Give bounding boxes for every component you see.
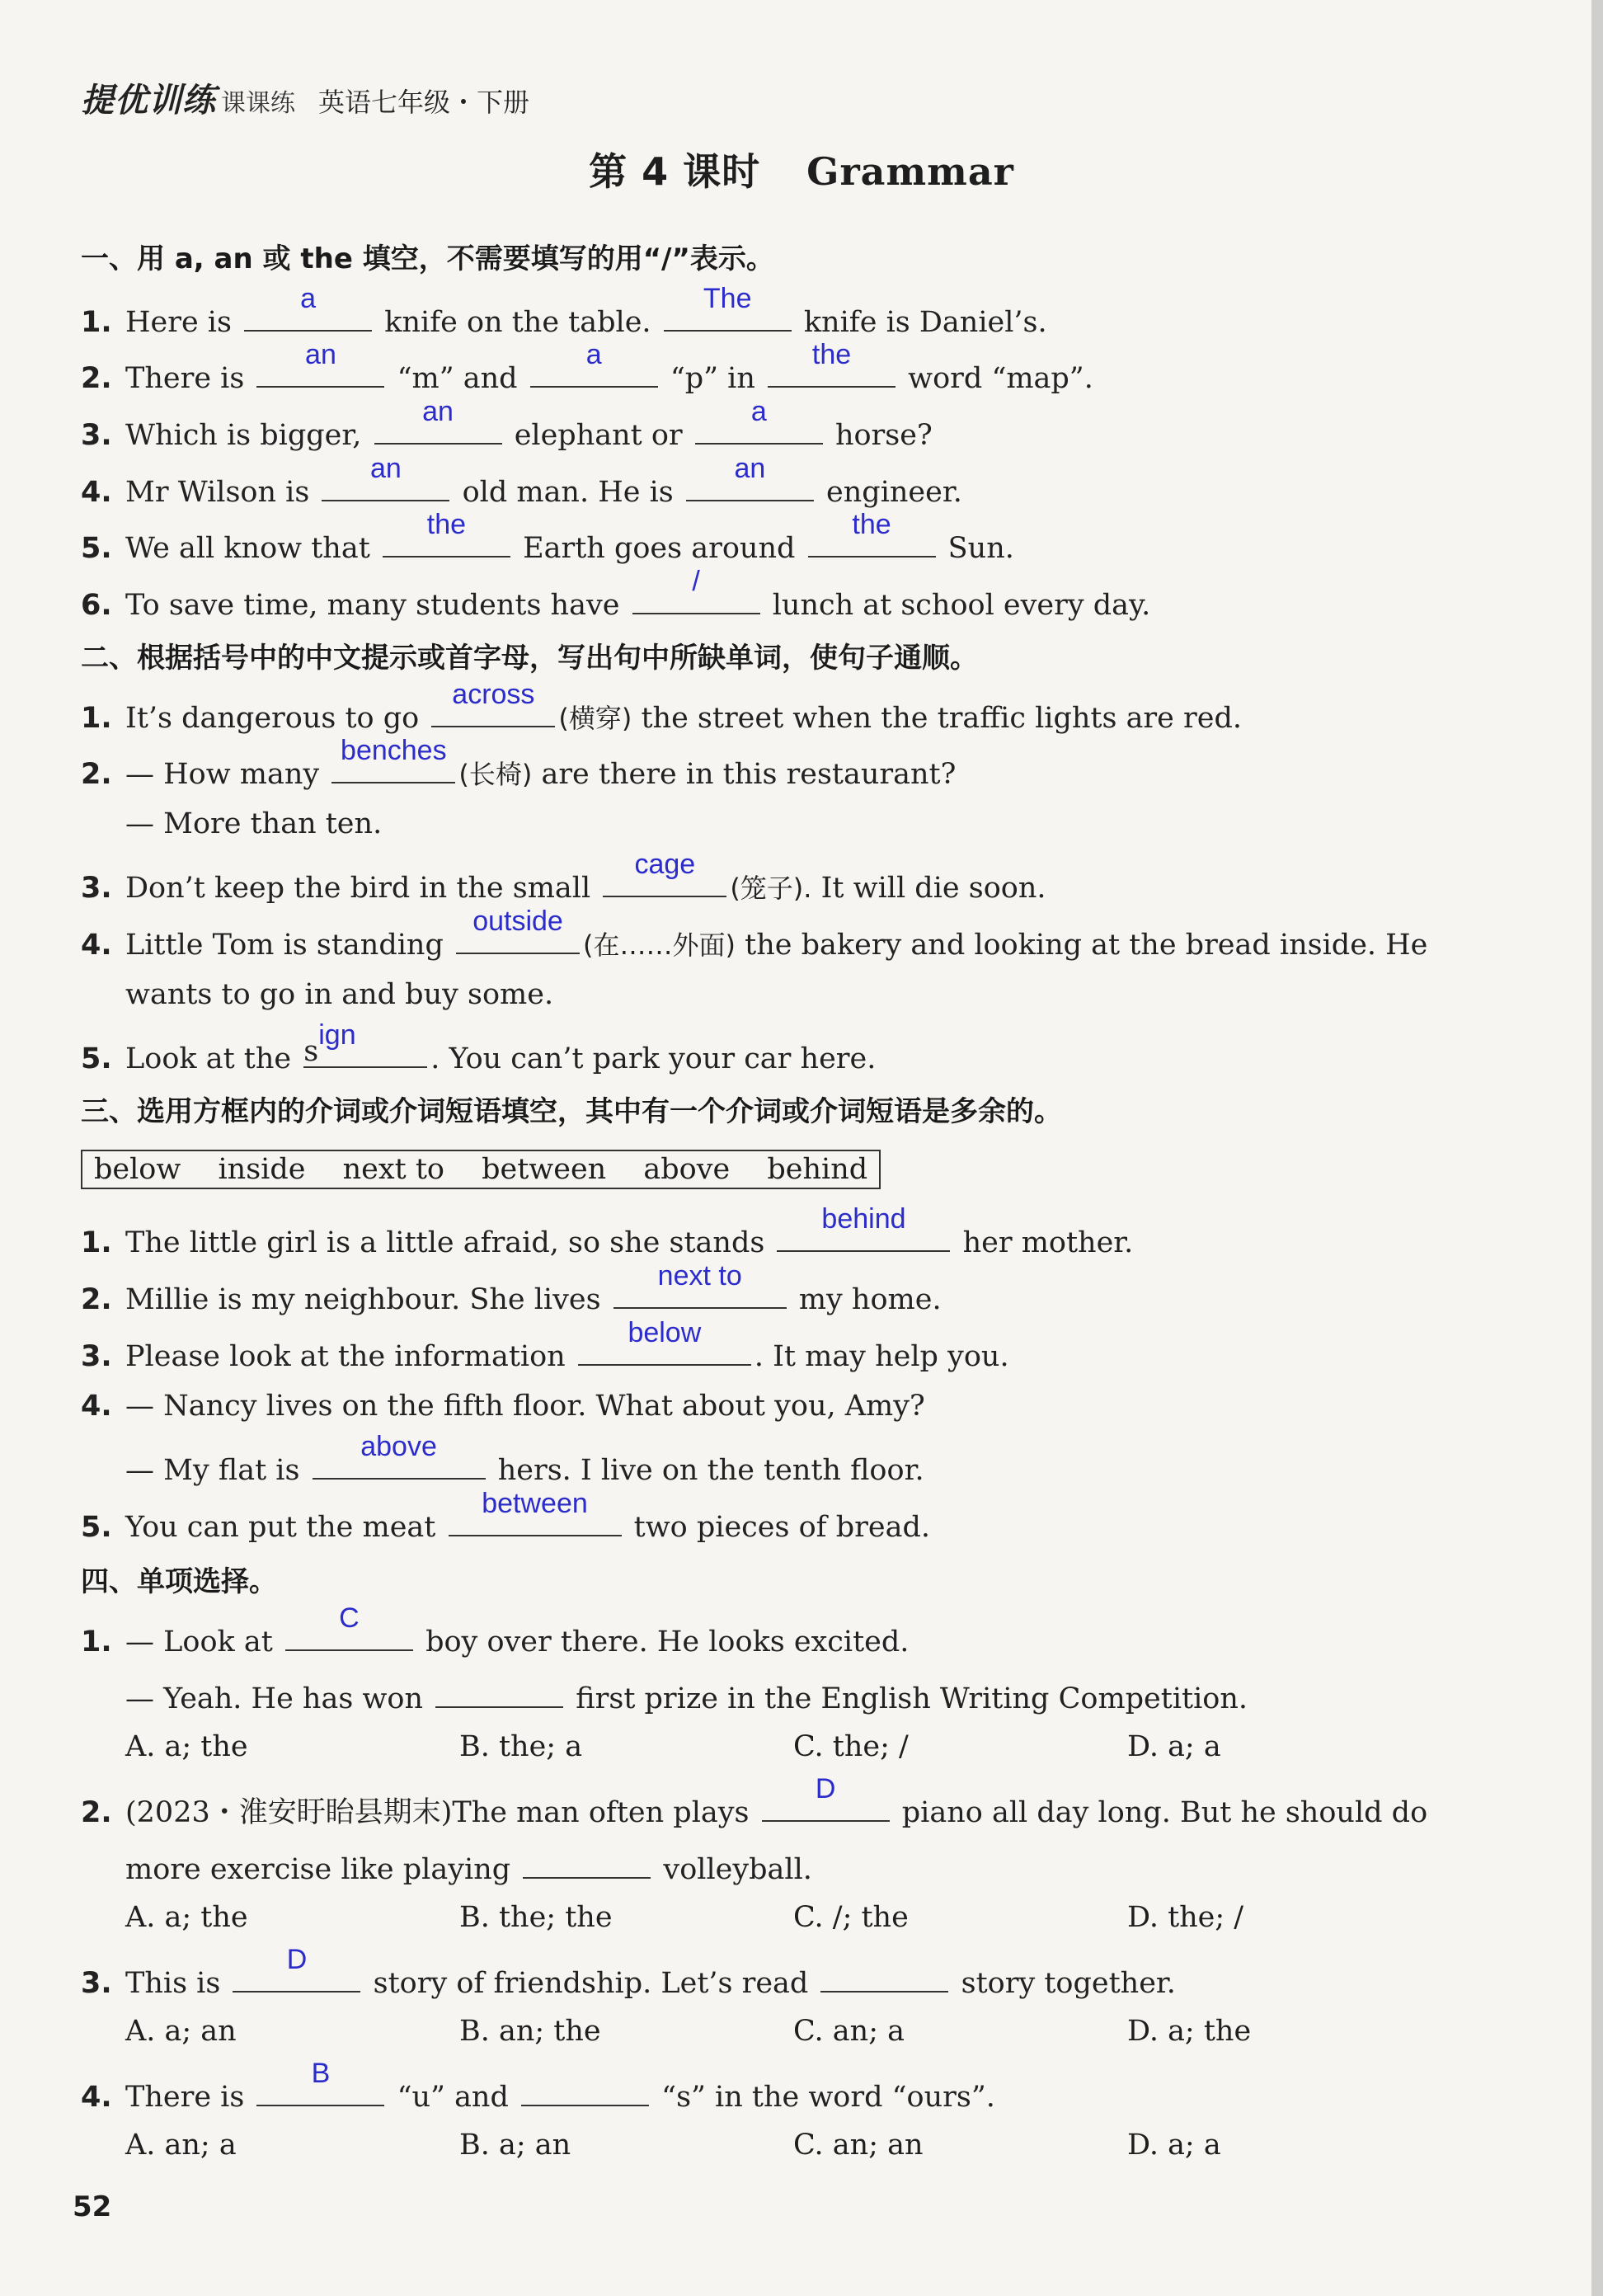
- s3-question-3: 3. Please look at the information below . It may help you.: [81, 1317, 1009, 1373]
- option-c[interactable]: C. /; the: [793, 1901, 909, 1934]
- page-header: [81, 74, 529, 121]
- answer-blank[interactable]: an: [686, 467, 814, 501]
- s3-question-2: 2. Millie is my neighbour. She lives next to my home.: [81, 1260, 942, 1316]
- s4-question-2-cont: more exercise like playing volleyball.: [81, 1844, 812, 1888]
- answer-blank[interactable]: B: [256, 2072, 384, 2106]
- s1-question-6: 6. To save time, many students have / lunch at school every day.: [81, 566, 1151, 622]
- s1-question-2: 2. There is an “m” and a “p” in the word “map”.: [81, 339, 1093, 395]
- option-d[interactable]: D. a; the: [1127, 2015, 1252, 2048]
- answer-blank[interactable]: next to: [613, 1274, 787, 1309]
- s4-question-2: 2. (2023・淮安盱眙县期末)The man often plays D piano all day long. But he should do: [81, 1773, 1428, 1829]
- book-label: 英语七年级・下册: [318, 87, 530, 118]
- series-label: 课课练: [221, 89, 295, 118]
- option-d[interactable]: D. a; a: [1127, 2129, 1221, 2162]
- s3-question-5: 5. You can put the meat between two pieces of bread.: [81, 1488, 930, 1544]
- s1-question-1: 1. Here is a knife on the table. The knife is Daniel’s.: [81, 283, 1047, 339]
- answer-blank[interactable]: an: [256, 353, 384, 388]
- option-c[interactable]: C. an; a: [793, 2015, 905, 2048]
- s2-question-4-cont: wants to go in and buy some.: [125, 978, 554, 1011]
- s3-question-4-reply: — My flat is above hers. I live on the tenth floor.: [125, 1431, 924, 1487]
- s2-question-2: 2. — How many benches (长椅) are there in this restaurant?: [81, 735, 957, 791]
- lesson-title-cn: 第 4 课时: [589, 149, 761, 194]
- s4-question-1: 1. — Look at C boy over there. He looks excited.: [81, 1602, 910, 1658]
- answer-blank[interactable]: a: [530, 353, 658, 388]
- answer-blank[interactable]: across: [431, 693, 555, 727]
- answer-blank[interactable]: D: [233, 1958, 360, 1993]
- word-bank-item: below: [94, 1153, 181, 1186]
- answer-blank[interactable]: the: [808, 523, 936, 558]
- s2-question-5: 5. Look at the s ign . You can’t park your car here.: [81, 1019, 877, 1075]
- answer-blank[interactable]: The: [664, 297, 792, 332]
- word-bank-item: next to: [342, 1153, 444, 1186]
- word-bank-item: between: [482, 1153, 607, 1186]
- word-bank-box: [81, 1150, 881, 1189]
- answer-blank[interactable]: D: [762, 1787, 890, 1822]
- answer-blank[interactable]: an: [374, 410, 502, 445]
- answer-blank[interactable]: cage: [603, 863, 726, 897]
- answer-blank[interactable]: the: [768, 353, 896, 388]
- answer-blank[interactable]: [435, 1673, 563, 1708]
- s2-question-1: 1. It’s dangerous to go across (横穿) the street when the traffic lights are red.: [81, 679, 1242, 735]
- s2-question-2-reply: — More than ten.: [125, 807, 383, 840]
- option-b[interactable]: B. the; a: [459, 1730, 583, 1763]
- s1-question-3: 3. Which is bigger, an elephant or a horse?: [81, 396, 933, 452]
- answer-blank[interactable]: between: [449, 1502, 622, 1536]
- brand-logo: 提优训练: [81, 82, 216, 120]
- lesson-title-en: Grammar: [806, 149, 1014, 194]
- option-c[interactable]: C. an; an: [793, 2129, 924, 2162]
- answer-blank[interactable]: below: [578, 1331, 751, 1366]
- s3-question-4: 4. — Nancy lives on the fifth floor. What about you, Amy?: [81, 1390, 925, 1423]
- answer-blank[interactable]: behind: [777, 1217, 950, 1252]
- s2-question-3: 3. Don’t keep the bird in the small cage (笼子). It will die soon.: [81, 849, 1046, 905]
- option-b[interactable]: B. the; the: [459, 1901, 613, 1934]
- answer-blank[interactable]: [820, 1958, 948, 1993]
- answer-blank[interactable]: [521, 2072, 649, 2106]
- option-a[interactable]: A. a; an: [125, 2015, 237, 2048]
- section-4-heading: 四、单项选择。: [81, 1565, 277, 1598]
- word-bank-item: inside: [218, 1153, 306, 1186]
- answer-blank[interactable]: the: [383, 523, 510, 558]
- answer-blank[interactable]: outside: [456, 920, 580, 954]
- s4-question-3: 3. This is D story of friendship. Let’s read story together.: [81, 1944, 1176, 2000]
- s1-question-5: 5. We all know that the Earth goes around the Sun.: [81, 509, 1014, 565]
- option-a[interactable]: A. an; a: [125, 2129, 237, 2162]
- answer-blank[interactable]: benches: [331, 749, 455, 783]
- option-d[interactable]: D. the; /: [1127, 1901, 1244, 1934]
- answer-blank[interactable]: C: [285, 1616, 413, 1651]
- answer-blank[interactable]: a: [244, 297, 372, 332]
- answer-blank[interactable]: a: [695, 410, 823, 445]
- answer-blank[interactable]: s ign: [303, 1033, 427, 1068]
- answer-blank[interactable]: an: [322, 467, 449, 501]
- option-a[interactable]: A. a; the: [125, 1730, 248, 1763]
- option-d[interactable]: D. a; a: [1127, 1730, 1221, 1763]
- section-1-heading: 一、用 a, an 或 the 填空，不需要填写的用“/”表示。: [81, 242, 774, 275]
- word-bank-item: above: [643, 1153, 731, 1186]
- s3-question-1: 1. The little girl is a little afraid, so she stands behind her mother.: [81, 1203, 1134, 1259]
- lesson-title: [0, 142, 1603, 196]
- s2-question-4: 4. Little Tom is standing outside (在……外面) the bakery and looking at the bread inside. He: [81, 906, 1428, 962]
- answer-blank[interactable]: above: [313, 1445, 486, 1480]
- option-b[interactable]: B. an; the: [459, 2015, 601, 2048]
- option-c[interactable]: C. the; /: [793, 1730, 909, 1763]
- option-a[interactable]: A. a; the: [125, 1901, 248, 1934]
- s4-question-4: 4. There is B “u” and “s” in the word “ours”.: [81, 2058, 995, 2114]
- option-b[interactable]: B. a; an: [459, 2129, 571, 2162]
- page-edge-shade: [1591, 0, 1603, 2296]
- answer-blank[interactable]: [523, 1844, 651, 1879]
- s4-question-1-reply: — Yeah. He has won first prize in the English Writing Competition.: [81, 1673, 1248, 1717]
- section-2-heading: 二、根据括号中的中文提示或首字母，写出句中所缺单词，使句子通顺。: [81, 642, 978, 675]
- word-bank-item: behind: [767, 1153, 868, 1186]
- s1-question-4: 4. Mr Wilson is an old man. He is an engineer.: [81, 453, 962, 509]
- section-3-heading: 三、选用方框内的介词或介词短语填空，其中有一个介词或介词短语是多余的。: [81, 1095, 1062, 1128]
- answer-blank[interactable]: /: [632, 580, 760, 614]
- page-number: 52: [73, 2190, 112, 2223]
